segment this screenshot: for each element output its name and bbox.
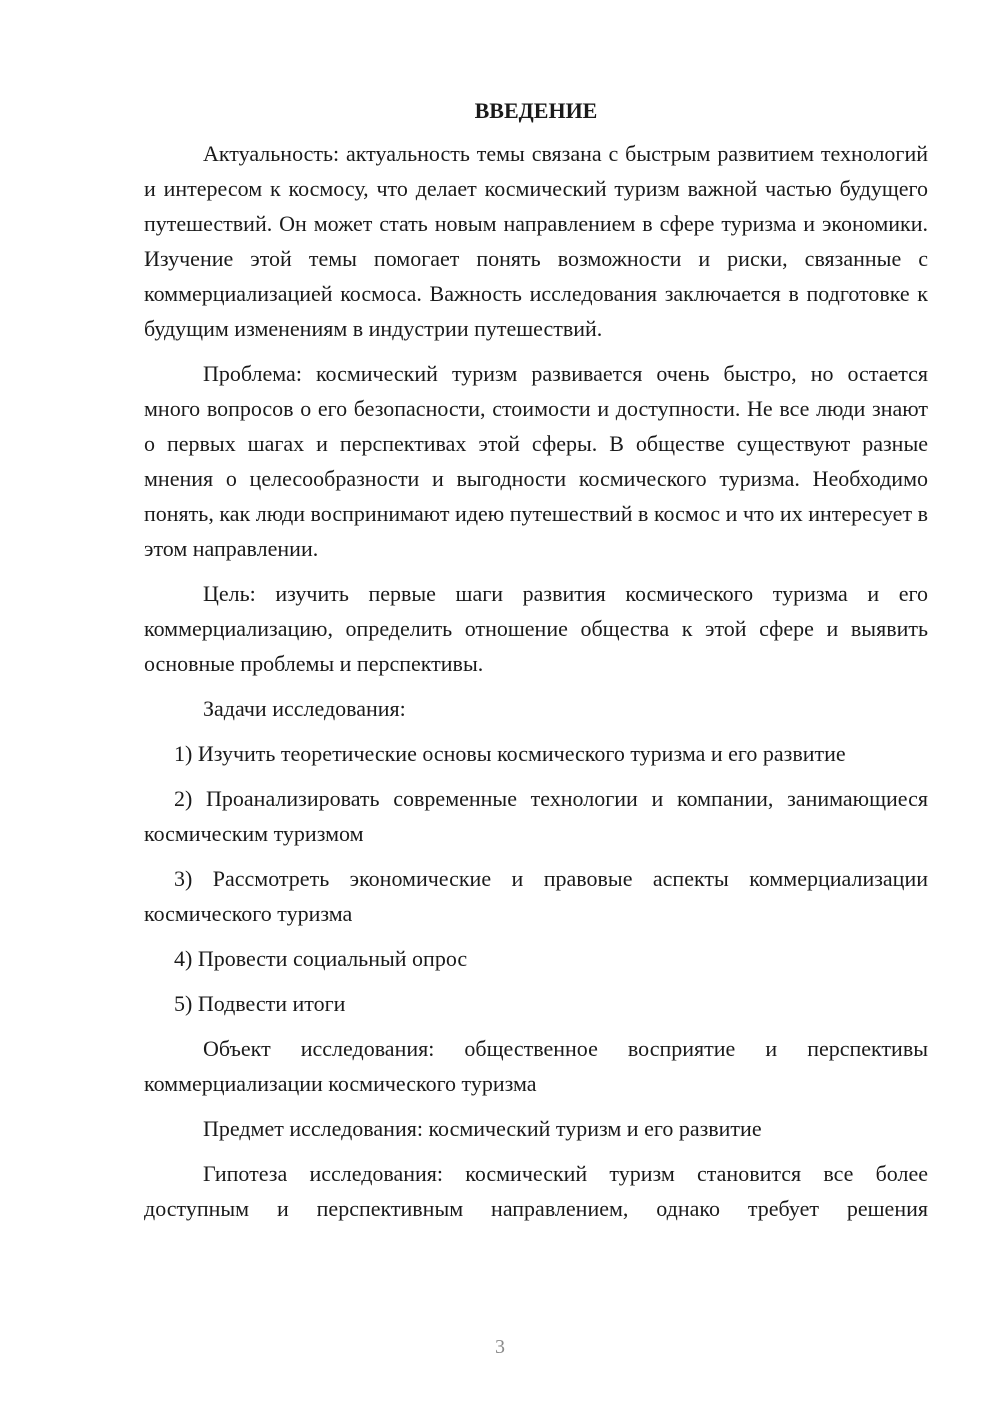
task-item-5: 5) Подвести итоги bbox=[174, 991, 346, 1016]
hypothesis-paragraph: Гипотеза исследования: космический туризм становится все более доступным и перспективным направлением, однако требует решения bbox=[144, 1161, 928, 1221]
task-item-3: 3) Рассмотреть экономические и правовые аспекты коммерциализации космического туризма bbox=[144, 866, 928, 926]
task-item-4: 4) Провести социальный опрос bbox=[174, 946, 468, 971]
object-paragraph: Объект исследования: общественное восприятие и перспективы коммерциализации космического туризма bbox=[144, 1036, 928, 1096]
task-item-1: 1) Изучить теоретические основы космического туризма и его развитие bbox=[174, 741, 846, 766]
goal-paragraph: Цель: изучить первые шаги развития космического туризма и его коммерциализацию, определить отношение общества к этой сфере и выявить основные проблемы и перспективы. bbox=[144, 581, 928, 676]
page-number: 3 bbox=[495, 1336, 505, 1358]
relevance-paragraph: Актуальность: актуальность темы связана с быстрым развитием технологий и интересом к космосу, что делает космический туризм важной частью будущего путешествий. Он может стать новым направлением в сфере туризма и экономики. Изучение этой темы помогает понять возможности и риски, связанные с коммерциализацией космоса. Важность исследования заключается в подготовке к будущим изменениям в индустрии путешествий. bbox=[144, 141, 928, 341]
section-title: ВВЕДЕНИЕ bbox=[474, 98, 598, 123]
page-content bbox=[144, 96, 928, 1236]
task-item-2: 2) Проанализировать современные технологии и компании, занимающиеся космическим туризмом bbox=[144, 786, 928, 846]
subject-paragraph: Предмет исследования: космический туризм и его развитие bbox=[203, 1116, 762, 1141]
tasks-heading: Задачи исследования: bbox=[203, 696, 406, 721]
problem-paragraph: Проблема: космический туризм развивается очень быстро, но остается много вопросов о его безопасности, стоимости и доступности. Не все люди знают о первых шагах и перспективах этой сферы. В обществе существуют разные мнения о целесообразности и выгодности космического туризма. Необходимо понять, как люди воспринимают идею путешествий в космос и что их интересует в этом направлении. bbox=[144, 361, 928, 561]
